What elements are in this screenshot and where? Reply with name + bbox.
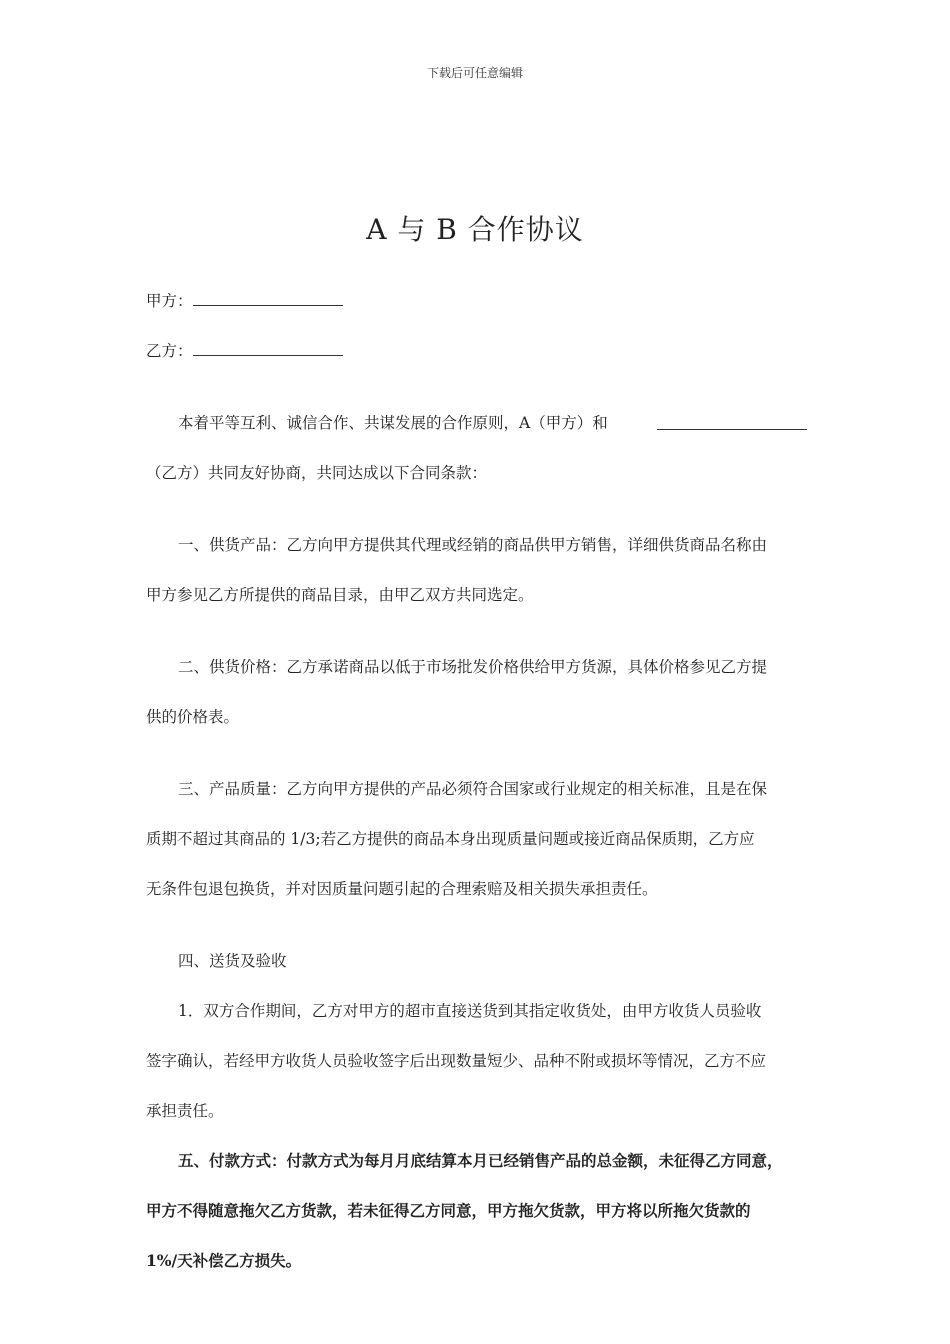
clause-4-item-1-line-3: 承担责任。 — [146, 1102, 224, 1120]
party-b-line — [146, 341, 343, 361]
clause-4-item-1-line-1: 1．双方合作期间，乙方对甲方的超市直接送货到其指定收货处，由甲方收货人员验收 — [178, 1002, 762, 1020]
preamble-line-1 — [178, 413, 608, 433]
clause-3-line-1: 三、产品质量：乙方向甲方提供的产品必须符合国家或行业规定的相关标准，且是在保 — [178, 780, 768, 798]
preamble-blank — [657, 415, 807, 430]
party-a-label: 甲方： — [146, 292, 193, 310]
page-header-note: 下载后可任意编辑 — [426, 66, 523, 80]
clause-5-line-3: 1%/天补偿乙方损失。 — [146, 1251, 302, 1270]
clause-5-line-1: 五、付款方式：付款方式为每月月底结算本月已经销售产品的总金额，未征得乙方同意， — [178, 1151, 783, 1170]
clause-2-line-2: 供的价格表。 — [146, 708, 240, 726]
clause-4-item-1-line-2: 签字确认，若经甲方收货人员验收签字后出现数量短少、品种不附或损坏等情况，乙方不应 — [146, 1052, 767, 1070]
clause-1-line-2: 甲方参见乙方所提供的商品目录，由甲乙双方共同选定。 — [146, 586, 534, 604]
party-a-blank — [193, 291, 343, 306]
preamble-line-2: （乙方）共同友好协商，共同达成以下合同条款： — [146, 464, 488, 482]
party-a-line — [146, 291, 343, 311]
clause-5-line-2: 甲方不得随意拖欠乙方货款，若未征得乙方同意，甲方拖欠货款，甲方将以所拖欠货款的 — [146, 1201, 751, 1220]
clause-3-line-2: 质期不超过其商品的 1/3;若乙方提供的商品本身出现质量问题或接近商品保质期，乙方应 — [146, 830, 755, 848]
document-title: A 与 B 合作协议 — [366, 213, 584, 246]
clause-1-line-1: 一、供货产品：乙方向甲方提供其代理或经销的商品供甲方销售，详细供货商品名称由 — [178, 536, 768, 554]
party-b-label: 乙方： — [146, 342, 193, 360]
clause-2-line-1: 二、供货价格：乙方承诺商品以低于市场批发价格供给甲方货源，具体价格参见乙方提 — [178, 658, 768, 676]
clause-4-heading: 四、送货及验收 — [178, 952, 287, 970]
preamble-text-1: 本着平等互利、诚信合作、共谋发展的合作原则，A（甲方）和 — [178, 414, 608, 432]
party-b-blank — [193, 341, 343, 356]
clause-3-line-3: 无条件包退包换货，并对因质量问题引起的合理索赔及相关损失承担责任。 — [146, 880, 658, 898]
